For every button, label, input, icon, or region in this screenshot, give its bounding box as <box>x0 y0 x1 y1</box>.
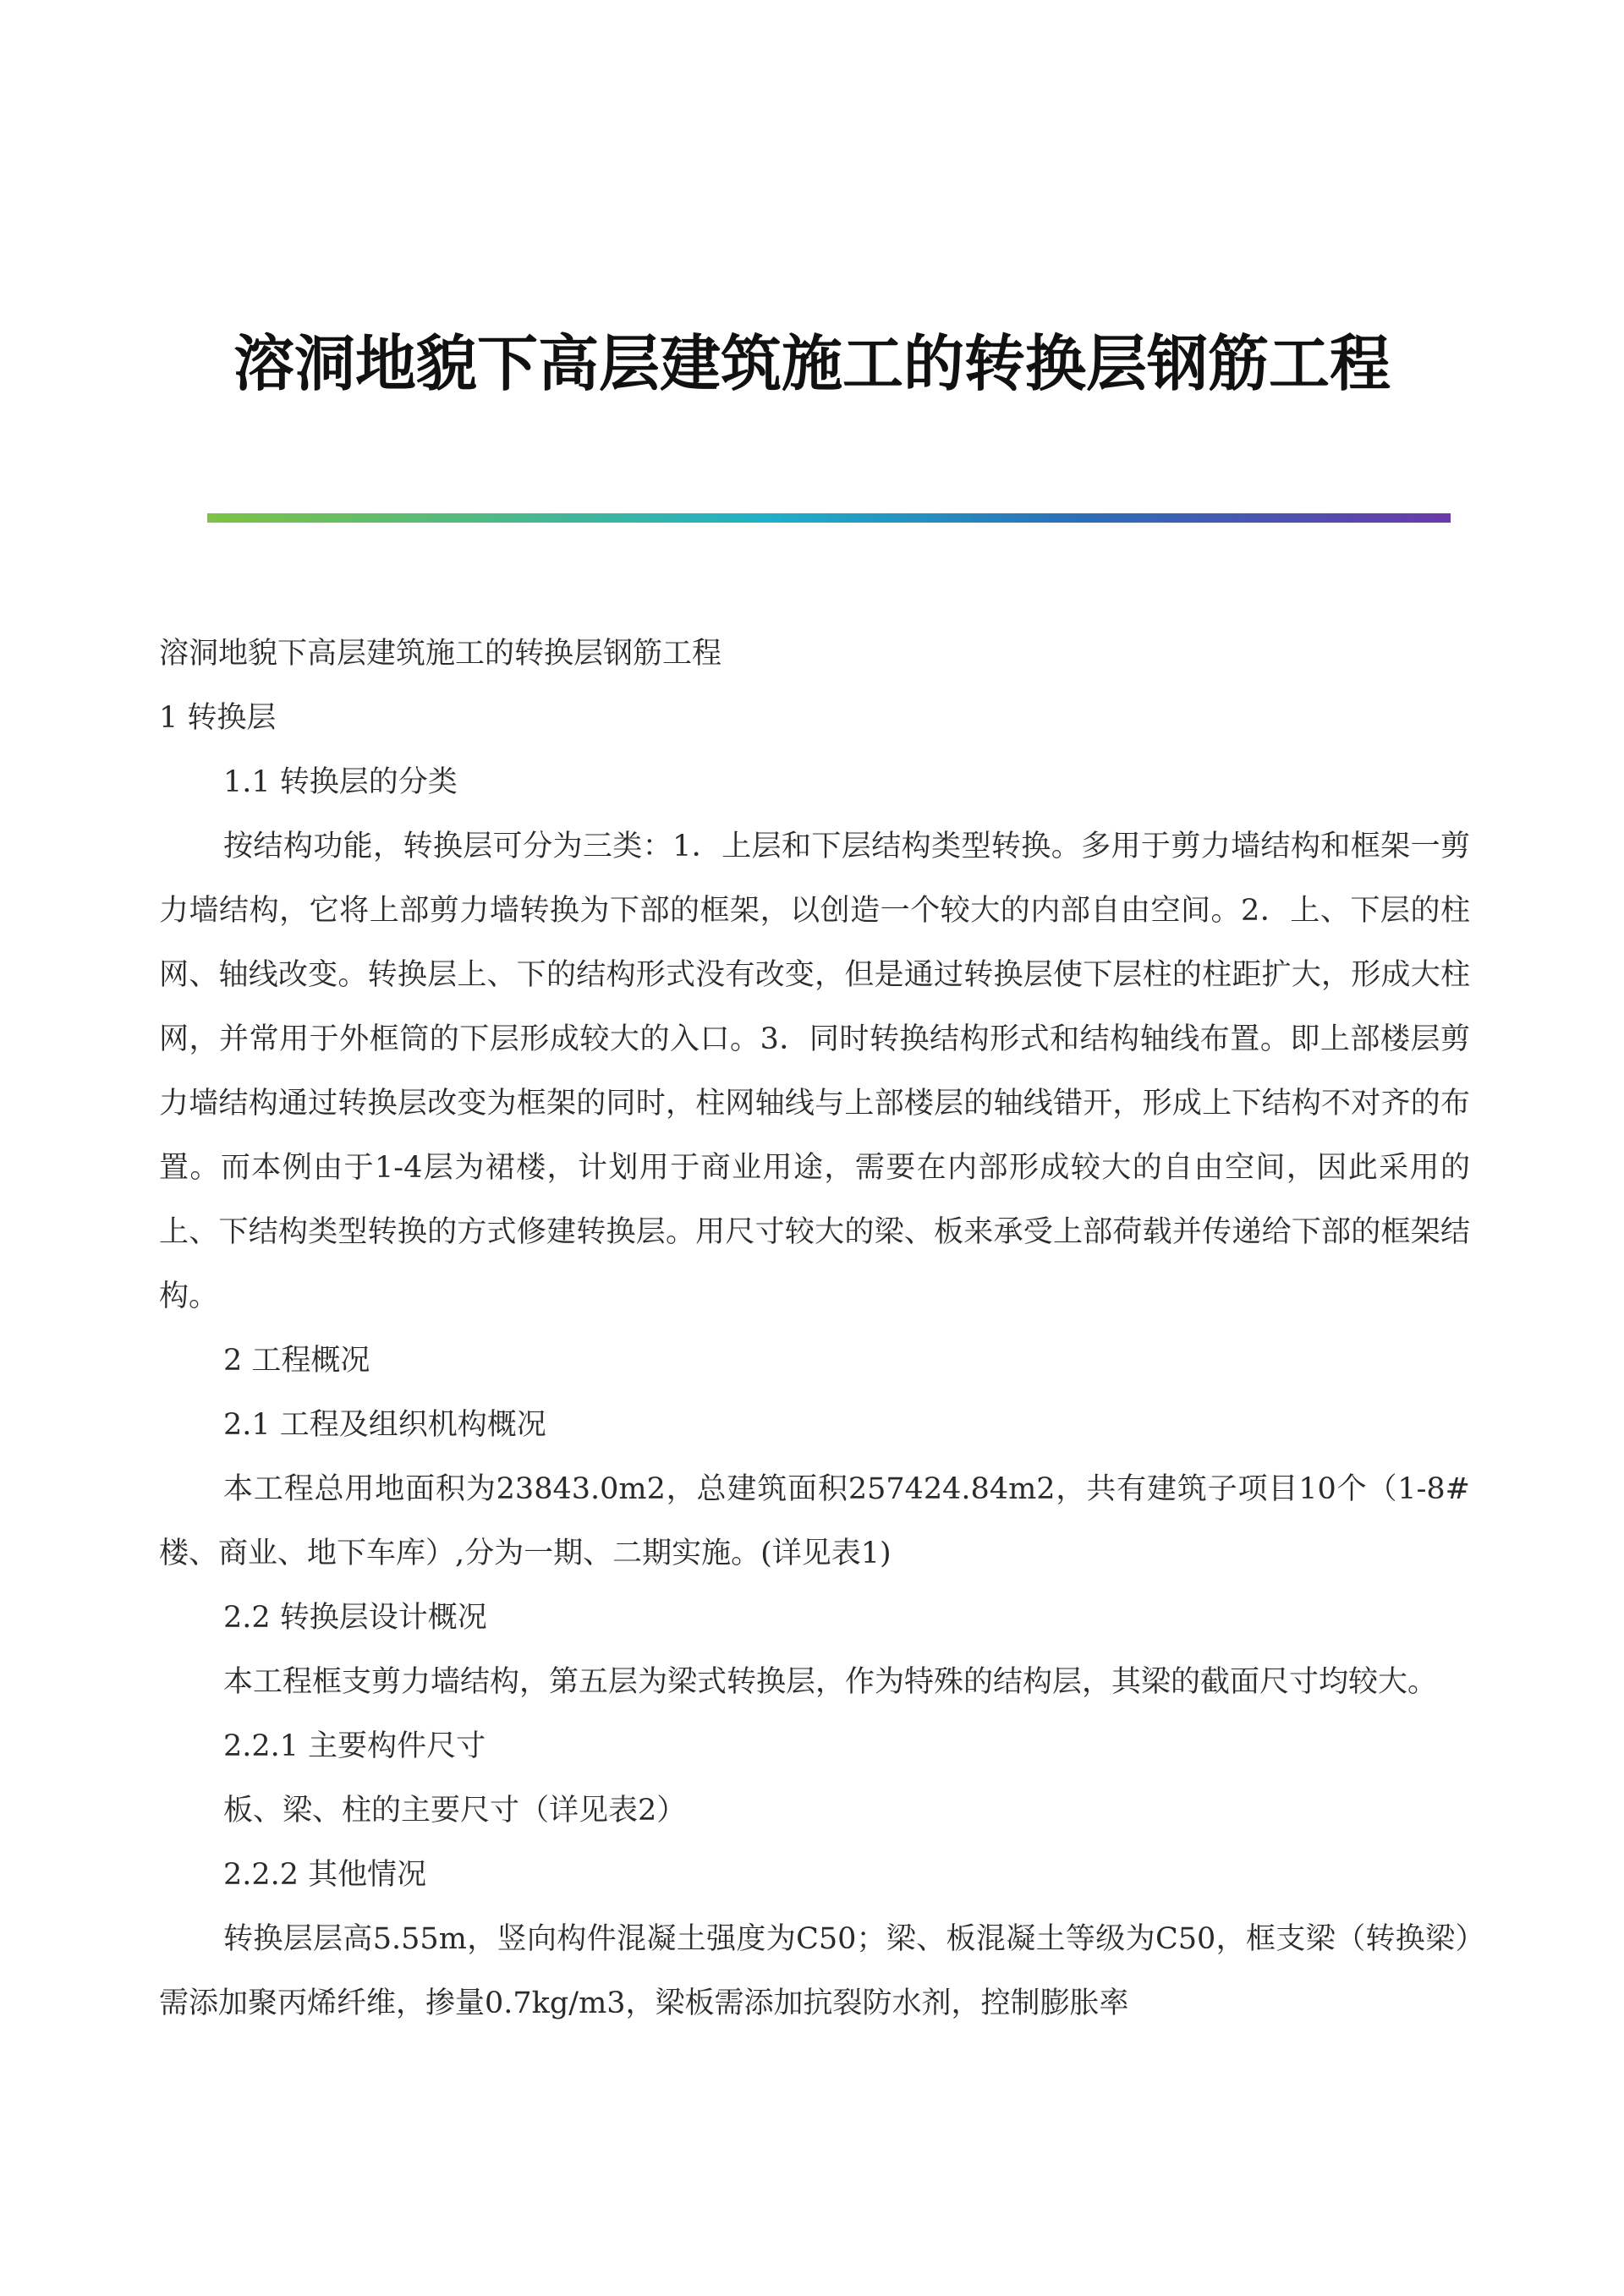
body-title: 溶洞地貌下高层建筑施工的转换层钢筋工程 <box>159 637 722 671</box>
paragraph-project-overview: 本工程总用地面积为23843.0m2，总建筑面积257424.84m2，共有建筑子项目10个（1-8#楼、商业、地下车库）,分为一期、二期实施。(详见表1) <box>159 1472 1470 1570</box>
heading-1-1: 1.1 转换层的分类 <box>223 765 458 799</box>
heading-2-2: 2.2 转换层设计概况 <box>223 1601 487 1635</box>
paragraph-classification: 按结构功能，转换层可分为三类：1．上层和下层结构类型转换。多用于剪力墙结构和框架一剪力墙结构，它将上部剪力墙转换为下部的框架，以创造一个较大的内部自由空间。2．上、下层的柱网、轴线改变。转换层上、下的结构形式没有改变，但是通过转换层使下层柱的柱距扩大，形成大柱网，并常用于外框筒的下层形成较大的入口。3．同时转换结构形式和结构轴线布置。即上部楼层剪力墙结构通过转换层改变为框架的同时，柱网轴线与上部楼层的轴线错开，形成上下结构不对齐的布置。而本例由于1-4层为裙楼，计划用于商业用途，需要在内部形成较大的自由空间，因此采用的上、下结构类型转换的方式修建转换层。用尺寸较大的梁、板来承受上部荷载并传递给下部的框架结构。 <box>159 830 1470 1313</box>
heading-2-1: 2.1 工程及组织机构概况 <box>223 1408 546 1442</box>
heading-1: 1 转换层 <box>159 701 277 735</box>
paragraph-transfer-design: 本工程框支剪力墙结构，第五层为梁式转换层，作为特殊的结构层，其梁的截面尺寸均较大。 <box>223 1665 1438 1699</box>
document-body <box>159 622 1470 2036</box>
paragraph-other-info: 转换层层高5.55m，竖向构件混凝土强度为C50；梁、板混凝土等级为C50，框支梁（转换梁）需添加聚丙烯纤维，掺量0.7kg/m3，梁板需添加抗裂防水剂，控制膨胀率 <box>159 1922 1470 2020</box>
paragraph-member-sizes: 板、梁、柱的主要尺寸（详见表2） <box>223 1794 687 1827</box>
heading-2-2-1: 2.2.1 主要构件尺寸 <box>223 1729 486 1763</box>
document-title: 溶洞地貌下高层建筑施工的转换层钢筋工程 <box>233 327 1391 399</box>
title-divider <box>207 513 1451 523</box>
heading-2: 2 工程概况 <box>223 1344 370 1378</box>
heading-2-2-2: 2.2.2 其他情况 <box>223 1858 427 1892</box>
